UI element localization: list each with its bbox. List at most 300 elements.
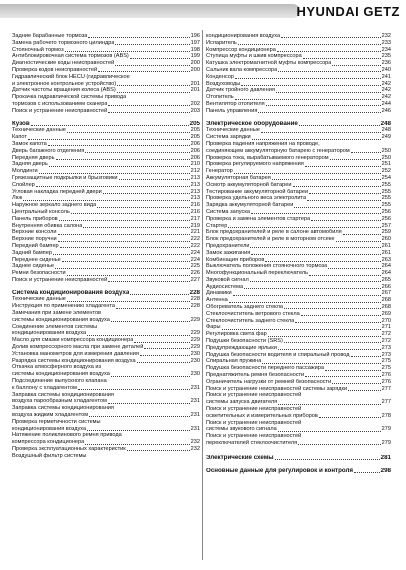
- toc-page-number: 212: [190, 168, 200, 175]
- toc-entry: [206, 168, 391, 175]
- toc-entry-title: Вентилятор отопителя: [206, 100, 265, 107]
- toc-entry: [206, 304, 391, 311]
- toc-entry: [206, 277, 391, 284]
- toc-entry: [206, 433, 391, 440]
- toc-entry: [206, 195, 391, 202]
- toc-page-number: 217: [190, 215, 200, 222]
- toc-page-number: 230: [190, 350, 200, 357]
- dot-leader: [62, 261, 190, 262]
- dot-leader: [85, 152, 189, 153]
- dot-leader: [127, 450, 190, 451]
- toc-entry: [206, 365, 391, 372]
- toc-page-number: 268: [381, 304, 391, 311]
- toc-entry: [206, 216, 391, 223]
- toc-entry: [12, 351, 200, 358]
- dot-leader: [111, 321, 190, 322]
- toc-page-number: 224: [190, 256, 200, 263]
- toc-entry-title: Масло для смазки компрессора кондиционера: [12, 337, 134, 344]
- toc-entry-title: Система запуска: [206, 208, 250, 215]
- dot-leader: [28, 139, 190, 140]
- toc-entry: [206, 141, 391, 148]
- toc-page-number: 273: [381, 351, 391, 358]
- toc-entry: [12, 216, 200, 223]
- dot-leader: [116, 308, 190, 309]
- toc-entry: [12, 148, 200, 155]
- toc-entry: [12, 324, 200, 331]
- toc-entry: [206, 94, 391, 101]
- toc-entry-title: воздуха парообразным хладагентом: [12, 398, 107, 405]
- toc-entry-title: Заправка системы кондиционирования: [12, 391, 114, 398]
- dot-leader: [258, 112, 380, 113]
- toc-entry-title: Ограничитель нагрузки от ремней безопасности: [206, 378, 332, 385]
- dot-leader: [278, 431, 381, 432]
- toc-entry-title: Гидравлический блок HECU (гидравлическое: [12, 73, 130, 80]
- toc-entry-title: Проверка удельного веса электролита: [206, 195, 307, 202]
- toc-entry: [12, 385, 200, 392]
- toc-entry-title: Грязезащитные подкрылки и брызговики: [12, 174, 118, 181]
- toc-entry-title: Поиск и устранение неисправностей системы зарядки: [206, 385, 348, 392]
- dot-leader: [305, 376, 380, 377]
- toc-page-number: 198: [190, 46, 200, 53]
- toc-entry: [206, 257, 391, 264]
- toc-entry-title: Панель управления: [206, 107, 258, 114]
- toc-entry-title: Наружное зеркало заднего вида: [12, 202, 97, 209]
- dot-leader: [67, 275, 190, 276]
- toc-entry-title: Дверь багажного отделения: [12, 147, 85, 154]
- toc-entry: [206, 182, 391, 189]
- toc-page-number: 256: [381, 215, 391, 222]
- toc-entry-title: Проверка падения напряжения на проводе,: [206, 140, 320, 147]
- toc-entry-title: Подушка безопасности переднего пассажира: [206, 365, 324, 372]
- header-band: [0, 4, 300, 18]
- toc-entry-title: Спойлер: [12, 181, 35, 188]
- toc-page-number: 281: [380, 454, 391, 461]
- toc-entry: [12, 439, 200, 446]
- dot-leader: [130, 58, 190, 59]
- toc-page-number: 228: [190, 303, 200, 310]
- dot-leader: [303, 58, 381, 59]
- toc-page-number: 231: [190, 384, 200, 391]
- toc-page-number: 234: [381, 46, 391, 53]
- dot-leader: [119, 179, 190, 180]
- toc-page-number: 197: [190, 39, 200, 46]
- toc-entry-title: Воздушный фильтр системы: [12, 452, 87, 459]
- toc-entry-title: воздуха жидким хладагентом: [12, 412, 89, 419]
- toc-entry: [206, 202, 391, 209]
- dot-leader: [294, 207, 380, 208]
- toc-entry: [206, 372, 391, 379]
- dot-leader: [332, 383, 380, 384]
- toc-entry-title: Молдинги: [12, 168, 38, 175]
- toc-entry-title: системы кондиционирования воздуха: [12, 316, 110, 323]
- dot-leader: [250, 281, 381, 282]
- toc-entry: [12, 296, 200, 303]
- dot-leader: [36, 186, 190, 187]
- toc-entry-title: Обогреватель заднего стекла: [206, 304, 283, 311]
- toc-entry: [206, 413, 391, 420]
- dot-leader: [58, 234, 190, 235]
- toc-entry-title: Заднее сиденье: [12, 263, 55, 270]
- toc-entry-title: Ступица муфты и шкив компрессора: [206, 53, 302, 60]
- toc-page-number: 213: [190, 174, 200, 181]
- dot-leader: [251, 213, 381, 214]
- dot-leader: [229, 302, 381, 303]
- dot-leader: [228, 227, 380, 228]
- toc-entry: [12, 344, 200, 351]
- toc-entry: [12, 141, 200, 148]
- toc-page-number: 271: [381, 324, 391, 331]
- toc-entry: [206, 134, 391, 141]
- toc-entry-title: Задняя дверь: [12, 161, 48, 168]
- toc-page-number: 210: [190, 161, 200, 168]
- dot-leader: [276, 92, 381, 93]
- toc-page-number: 242: [381, 94, 391, 101]
- toc-entry: [12, 182, 200, 189]
- toc-page-number: 236: [381, 60, 391, 67]
- toc-page-number: 248: [380, 120, 391, 127]
- toc-entry-title: соединяющем аккумуляторную батарею с генератором: [206, 147, 350, 154]
- toc-page-number: 227: [190, 276, 200, 283]
- toc-entry-title: осветительных и измерительных приборов: [206, 412, 318, 419]
- toc-entry-title: Катушка электромагнитной муфты компрессора: [206, 60, 332, 67]
- toc-entry: [206, 386, 391, 393]
- toc-entry: [12, 337, 200, 344]
- toc-page-number: 216: [190, 202, 200, 209]
- dot-leader: [332, 65, 380, 66]
- toc-entry-title: Панель приборов: [12, 215, 58, 222]
- toc-entry: [206, 345, 391, 352]
- toc-page-number: 252: [381, 168, 391, 175]
- dot-leader: [108, 281, 189, 282]
- dot-leader: [117, 85, 190, 86]
- dot-leader: [309, 193, 381, 194]
- toc-entry-title: Регулировка света фар: [206, 331, 267, 338]
- toc-entry: [206, 74, 391, 81]
- toc-entry-title: Многофункциональный переключатель: [206, 270, 309, 277]
- toc-entry: [12, 371, 200, 378]
- toc-entry: [206, 60, 391, 67]
- toc-entry-title: Замечания при замене элементов: [12, 310, 102, 317]
- toc-entry-title: Воздуховоды: [206, 80, 241, 87]
- toc-entry-title: Натяжение поликлинового ремня привода: [12, 432, 122, 439]
- dot-leader: [351, 152, 381, 153]
- toc-section-heading: [206, 455, 391, 462]
- toc-page-number: 263: [381, 256, 391, 263]
- dot-leader: [301, 315, 381, 316]
- toc-page-number: 276: [381, 378, 391, 385]
- toc-entry: [206, 81, 391, 88]
- dot-leader: [272, 179, 381, 180]
- toc-page-number: 255: [381, 202, 391, 209]
- toc-entry: [206, 250, 391, 257]
- toc-entry: [206, 406, 391, 413]
- dot-leader: [115, 65, 189, 66]
- toc-entry-title: Датчик частоты вращения колеса (ABS): [12, 87, 116, 94]
- toc-page-number: 228: [190, 296, 200, 303]
- toc-entry-title: Проверка регулируемого напряжения: [206, 161, 304, 168]
- dot-leader: [83, 227, 189, 228]
- toc-entry-title: Поиск и устранение неисправностей: [206, 406, 302, 413]
- toc-entry-title: Осмотр аккумуляторной батареи: [206, 181, 292, 188]
- toc-entry-title: Поиск и устранение неисправностей: [12, 276, 108, 283]
- toc-entry: [12, 189, 200, 196]
- toc-entry: [206, 426, 391, 433]
- toc-entry-title: Замок капота: [12, 140, 47, 147]
- toc-page-number: 276: [381, 372, 391, 379]
- toc-entry: [12, 303, 200, 310]
- dot-leader: [277, 51, 381, 52]
- toc-entry: [12, 195, 200, 202]
- toc-entry-title: Тестирование аккумуляторной батареи: [206, 188, 309, 195]
- toc-page-number: 230: [190, 371, 200, 378]
- toc-entry-title: Блок предохранителей и реле в моторном отсеке: [206, 236, 335, 243]
- toc-page-number: 249: [381, 134, 391, 141]
- toc-entry-title: Динамики: [206, 290, 232, 297]
- toc-page-number: 222: [190, 236, 200, 243]
- dot-leader: [53, 254, 190, 255]
- toc-entry: [206, 101, 391, 108]
- toc-page-number: 235: [381, 53, 391, 60]
- toc-page-number: 265: [381, 276, 391, 283]
- toc-entry: [206, 318, 391, 325]
- dot-leader: [137, 362, 190, 363]
- toc-entry-title: Верхние поручни: [12, 236, 57, 243]
- toc-entry: [12, 317, 200, 324]
- toc-page-number: 260: [381, 236, 391, 243]
- toc-page-number: 256: [381, 208, 391, 215]
- dot-leader: [48, 145, 190, 146]
- page-header: [0, 0, 406, 22]
- toc-entry: [12, 175, 200, 182]
- dot-leader: [108, 112, 189, 113]
- toc-page-number: 267: [381, 290, 391, 297]
- dot-leader: [319, 417, 381, 418]
- toc-page-number: 230: [190, 357, 200, 364]
- dot-leader: [23, 200, 189, 201]
- toc-entry-title: Предохранители: [206, 242, 250, 249]
- dot-leader: [351, 356, 381, 357]
- toc-entry-title: Сальник вала компрессора: [206, 66, 278, 73]
- toc-entry-title: Люк: [12, 195, 23, 202]
- toc-entry-title: Поиск и устранение неисправностей: [206, 433, 302, 440]
- toc-entry-title: и электронное контрольное устройство): [12, 80, 117, 87]
- toc-entry-title: Технические данные: [12, 127, 66, 134]
- toc-entry-title: Поиск и устранение неисправностей: [206, 392, 302, 399]
- toc-entry: [12, 426, 200, 433]
- toc-page-number: 205: [190, 127, 200, 134]
- toc-entry: [12, 392, 200, 399]
- toc-entry-title: Поиск и устранение неисправностей: [12, 107, 108, 114]
- toc-page-number: 206: [190, 154, 200, 161]
- toc-entry: [206, 155, 391, 162]
- toc-entry: [12, 168, 200, 175]
- dot-leader: [88, 37, 189, 38]
- toc-entry: [206, 209, 391, 216]
- dot-leader: [235, 78, 381, 79]
- toc-entry-title: Аккумуляторная батарея: [206, 174, 271, 181]
- toc-entry-title: Конденсор: [206, 73, 235, 80]
- dot-leader: [78, 389, 190, 390]
- toc-page-number: 278: [381, 412, 391, 419]
- toc-entry-title: Стеклоочиститель заднего стекла: [206, 317, 295, 324]
- dot-leader: [278, 404, 380, 405]
- dot-leader: [241, 85, 380, 86]
- dot-leader: [278, 71, 380, 72]
- toc-page-number: 229: [190, 344, 200, 351]
- dot-leader: [222, 329, 381, 330]
- toc-entry: [206, 108, 391, 115]
- toc-entry: [12, 398, 200, 405]
- dot-leader: [235, 99, 381, 100]
- toc-page-number: 221: [190, 229, 200, 236]
- dot-leader: [305, 166, 381, 167]
- toc-entry-title: Верхние консоли: [12, 229, 57, 236]
- toc-entry-title: Технические данные: [12, 296, 66, 303]
- toc-entry-title: кондиционирования воздуха: [12, 330, 87, 337]
- toc-page-number: 275: [381, 358, 391, 365]
- dot-leader: [293, 186, 381, 187]
- toc-entry: [12, 101, 200, 108]
- dot-leader: [31, 125, 189, 126]
- toc-entry-title: Датчик тройного давления: [206, 87, 275, 94]
- toc-entry: [12, 412, 200, 419]
- dot-leader: [67, 132, 190, 133]
- toc-page-number: 206: [190, 140, 200, 147]
- toc-entry: [12, 94, 200, 101]
- toc-entry-title: к баллону с хладагентом: [12, 384, 77, 391]
- toc-left-column: [12, 33, 200, 460]
- toc-entry-title: Стояночный тормоз: [12, 46, 64, 53]
- toc-page-number: 264: [381, 263, 391, 270]
- dot-leader: [266, 105, 381, 106]
- toc-entry-title: Спиральная пружина: [206, 358, 262, 365]
- toc-entry-title: Выключатель положения стояночного тормоза: [206, 263, 328, 270]
- toc-page-number: 232: [190, 439, 200, 446]
- toc-entry: [12, 53, 200, 60]
- dot-leader: [261, 132, 381, 133]
- toc-page-number: 242: [381, 80, 391, 87]
- toc-entry: [12, 33, 200, 40]
- dot-leader: [330, 159, 381, 160]
- dot-leader: [295, 322, 380, 323]
- dot-leader: [343, 234, 381, 235]
- toc-entry-title: Отопитель: [206, 94, 234, 101]
- dot-leader: [233, 295, 381, 296]
- toc-entry-title: Замок зажигания: [206, 249, 251, 256]
- toc-page-number: 233: [381, 39, 391, 46]
- toc-page-number: 203: [190, 107, 200, 114]
- dot-leader: [130, 294, 188, 295]
- toc-entry-title: Проверка герметичности системы: [12, 418, 101, 425]
- toc-entry: [12, 405, 200, 412]
- toc-entry-title: Система зарядки: [206, 134, 251, 141]
- toc-page-number: 229: [190, 337, 200, 344]
- toc-entry: [12, 270, 200, 277]
- toc-entry-title: Блок предохранителей и реле в салоне автомобиля: [206, 229, 342, 236]
- toc-page-number: 279: [381, 426, 391, 433]
- toc-page-number: 277: [381, 399, 391, 406]
- toc-entry: [12, 378, 200, 385]
- toc-entry: [206, 40, 391, 47]
- toc-entry-title: переключателей стеклоочистителя: [206, 440, 298, 447]
- toc-right-column: [206, 33, 391, 474]
- toc-entry-title: Стеклоочиститель ветрового стекла: [206, 310, 300, 317]
- toc-entry-title: Испаритель: [206, 39, 237, 46]
- toc-entry: [12, 134, 200, 141]
- toc-entry-title: Подушки безопасности (SRS): [206, 338, 283, 345]
- toc-page-number: 222: [190, 242, 200, 249]
- toc-page-number: 231: [190, 425, 200, 432]
- dot-leader: [251, 254, 380, 255]
- dot-leader: [87, 335, 190, 336]
- toc-entry-title: Стартер: [206, 222, 228, 229]
- dot-leader: [65, 51, 190, 52]
- toc-page-number: 232: [381, 33, 391, 39]
- dot-leader: [299, 125, 380, 126]
- toc-entry: [12, 223, 200, 230]
- toc-page-number: 213: [190, 181, 200, 188]
- toc-page-number: 213: [190, 188, 200, 195]
- toc-entry: [12, 236, 200, 243]
- toc-entry-title: тормозов с использованием сканера: [12, 100, 108, 107]
- toc-entry: [12, 263, 200, 270]
- dot-leader: [108, 403, 190, 404]
- toc-entry-title: Зарядка аккумуляторной батареи: [206, 202, 294, 209]
- toc-entry: [206, 229, 391, 236]
- toc-entry: [12, 209, 200, 216]
- dot-leader: [117, 92, 190, 93]
- toc-entry: [206, 358, 391, 365]
- toc-entry-title: Фары: [206, 324, 221, 331]
- toc-entry: [206, 161, 391, 168]
- toc-entry: [206, 127, 391, 134]
- toc-page-number: 241: [381, 73, 391, 80]
- toc-entry-title: Откачка атмосферного воздуха из: [12, 364, 102, 371]
- toc-page-number: 229: [190, 316, 200, 323]
- toc-page-number: 272: [381, 338, 391, 345]
- toc-entry-title: Установка манометров для измерения давления: [12, 350, 139, 357]
- toc-entry: [12, 202, 200, 209]
- toc-entry: [12, 87, 200, 94]
- toc-entry-title: Передний бампер: [12, 242, 59, 249]
- toc-entry-title: Антенна: [206, 297, 228, 304]
- toc-entry-title: кондиционирования воздуха: [206, 33, 281, 39]
- toc-entry: [206, 284, 391, 291]
- toc-entry: [12, 330, 200, 337]
- dot-leader: [67, 301, 190, 302]
- column-divider: [202, 30, 203, 560]
- toc-section-heading: [206, 468, 391, 475]
- toc-entry: [206, 270, 391, 277]
- toc-entry-title: Подушка безопасности водителя и спиральный провод: [206, 351, 350, 358]
- toc-entry: [12, 257, 200, 264]
- toc-entry-title: Заправка системы кондиционирования: [12, 405, 114, 412]
- toc-page-number: 228: [189, 289, 200, 296]
- toc-entry: [12, 108, 200, 115]
- toc-entry: [206, 290, 391, 297]
- dot-leader: [60, 247, 190, 248]
- toc-page-number: 201: [190, 87, 200, 94]
- toc-entry-title: Антиблокировочная система тормозов (ABS): [12, 53, 129, 60]
- toc-page-number: 298: [380, 467, 391, 474]
- toc-page-number: 255: [381, 181, 391, 188]
- toc-entry-title: Диагностические коды неисправностей: [12, 60, 115, 67]
- dot-leader: [140, 355, 190, 356]
- toc-page-number: 255: [381, 195, 391, 202]
- toc-entry: [206, 399, 391, 406]
- toc-entry-title: Электрические схемы: [206, 454, 274, 461]
- dot-leader: [348, 390, 381, 391]
